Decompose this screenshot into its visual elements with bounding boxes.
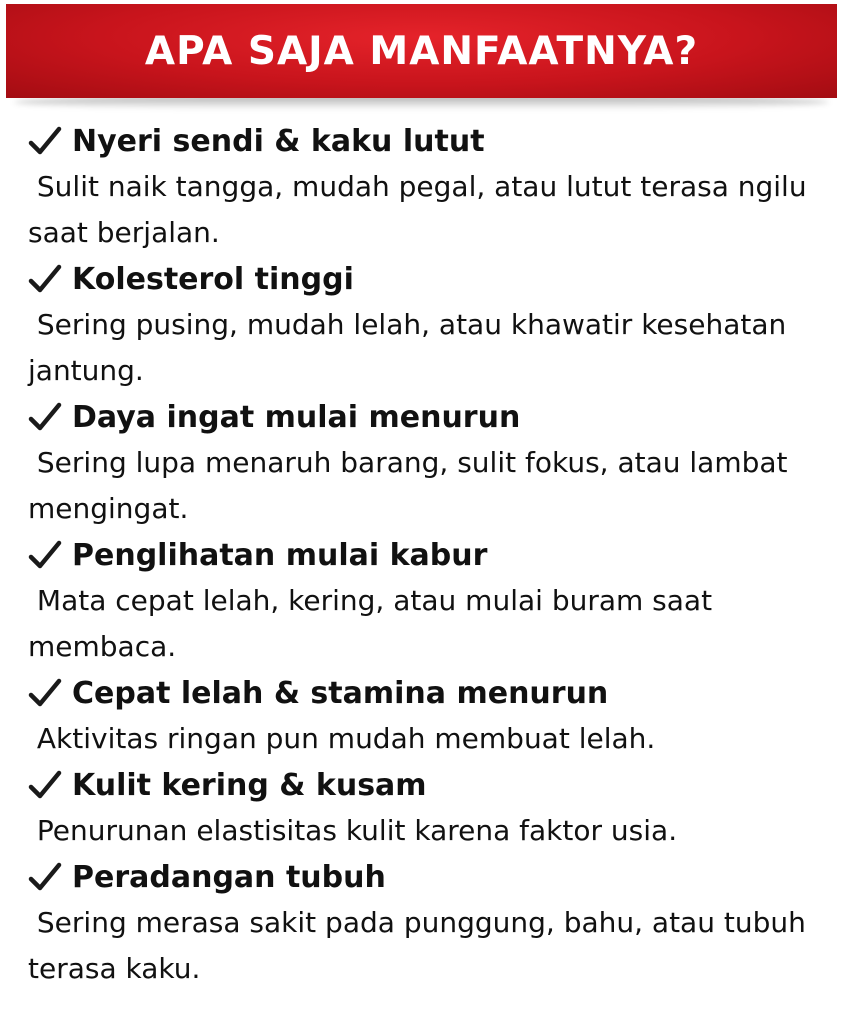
check-icon bbox=[28, 769, 62, 801]
check-icon bbox=[28, 401, 62, 433]
benefit-item bbox=[28, 118, 828, 256]
benefit-description: Mata cepat lelah, kering, atau mulai buram saat membaca. bbox=[28, 584, 721, 663]
benefit-item bbox=[28, 854, 828, 992]
benefit-title: Cepat lelah & stamina menurun bbox=[72, 675, 609, 711]
benefit-title: Daya ingat mulai menurun bbox=[72, 399, 521, 435]
benefit-description: Sering pusing, mudah lelah, atau khawatir kesehatan jantung. bbox=[28, 308, 796, 387]
check-icon bbox=[28, 263, 62, 295]
header bbox=[0, 0, 843, 118]
check-icon bbox=[28, 677, 62, 709]
benefit-description: Sering lupa menaruh barang, sulit fokus, atau lambat mengingat. bbox=[28, 446, 797, 525]
benefit-item bbox=[28, 762, 828, 854]
benefit-title: Nyeri sendi & kaku lutut bbox=[72, 123, 485, 159]
check-icon bbox=[28, 539, 62, 571]
benefit-heading bbox=[28, 532, 828, 578]
benefit-description: Penurunan elastisitas kulit karena faktor usia. bbox=[28, 814, 678, 847]
check-icon bbox=[28, 861, 62, 893]
benefit-title: Kolesterol tinggi bbox=[72, 261, 354, 297]
benefit-item bbox=[28, 394, 828, 532]
benefit-item bbox=[28, 670, 828, 762]
benefit-heading bbox=[28, 854, 828, 900]
benefits-list bbox=[28, 118, 828, 992]
benefit-title: Peradangan tubuh bbox=[72, 859, 386, 895]
benefit-title: Penglihatan mulai kabur bbox=[72, 537, 488, 573]
benefit-heading bbox=[28, 256, 828, 302]
benefit-heading bbox=[28, 762, 828, 808]
check-icon bbox=[28, 125, 62, 157]
benefit-heading bbox=[28, 118, 828, 164]
benefit-title: Kulit kering & kusam bbox=[72, 767, 427, 803]
benefit-item bbox=[28, 532, 828, 670]
benefit-description: Aktivitas ringan pun mudah membuat lelah. bbox=[28, 722, 656, 755]
benefit-heading bbox=[28, 394, 828, 440]
benefit-description: Sulit naik tangga, mudah pegal, atau lutut terasa ngilu saat berjalan. bbox=[28, 170, 816, 249]
page-title: APA SAJA MANFAATNYA? bbox=[144, 28, 699, 74]
benefit-description: Sering merasa sakit pada punggung, bahu, atau tubuh terasa kaku. bbox=[28, 906, 815, 985]
benefit-item bbox=[28, 256, 828, 394]
header-banner bbox=[6, 4, 837, 98]
benefit-heading bbox=[28, 670, 828, 716]
